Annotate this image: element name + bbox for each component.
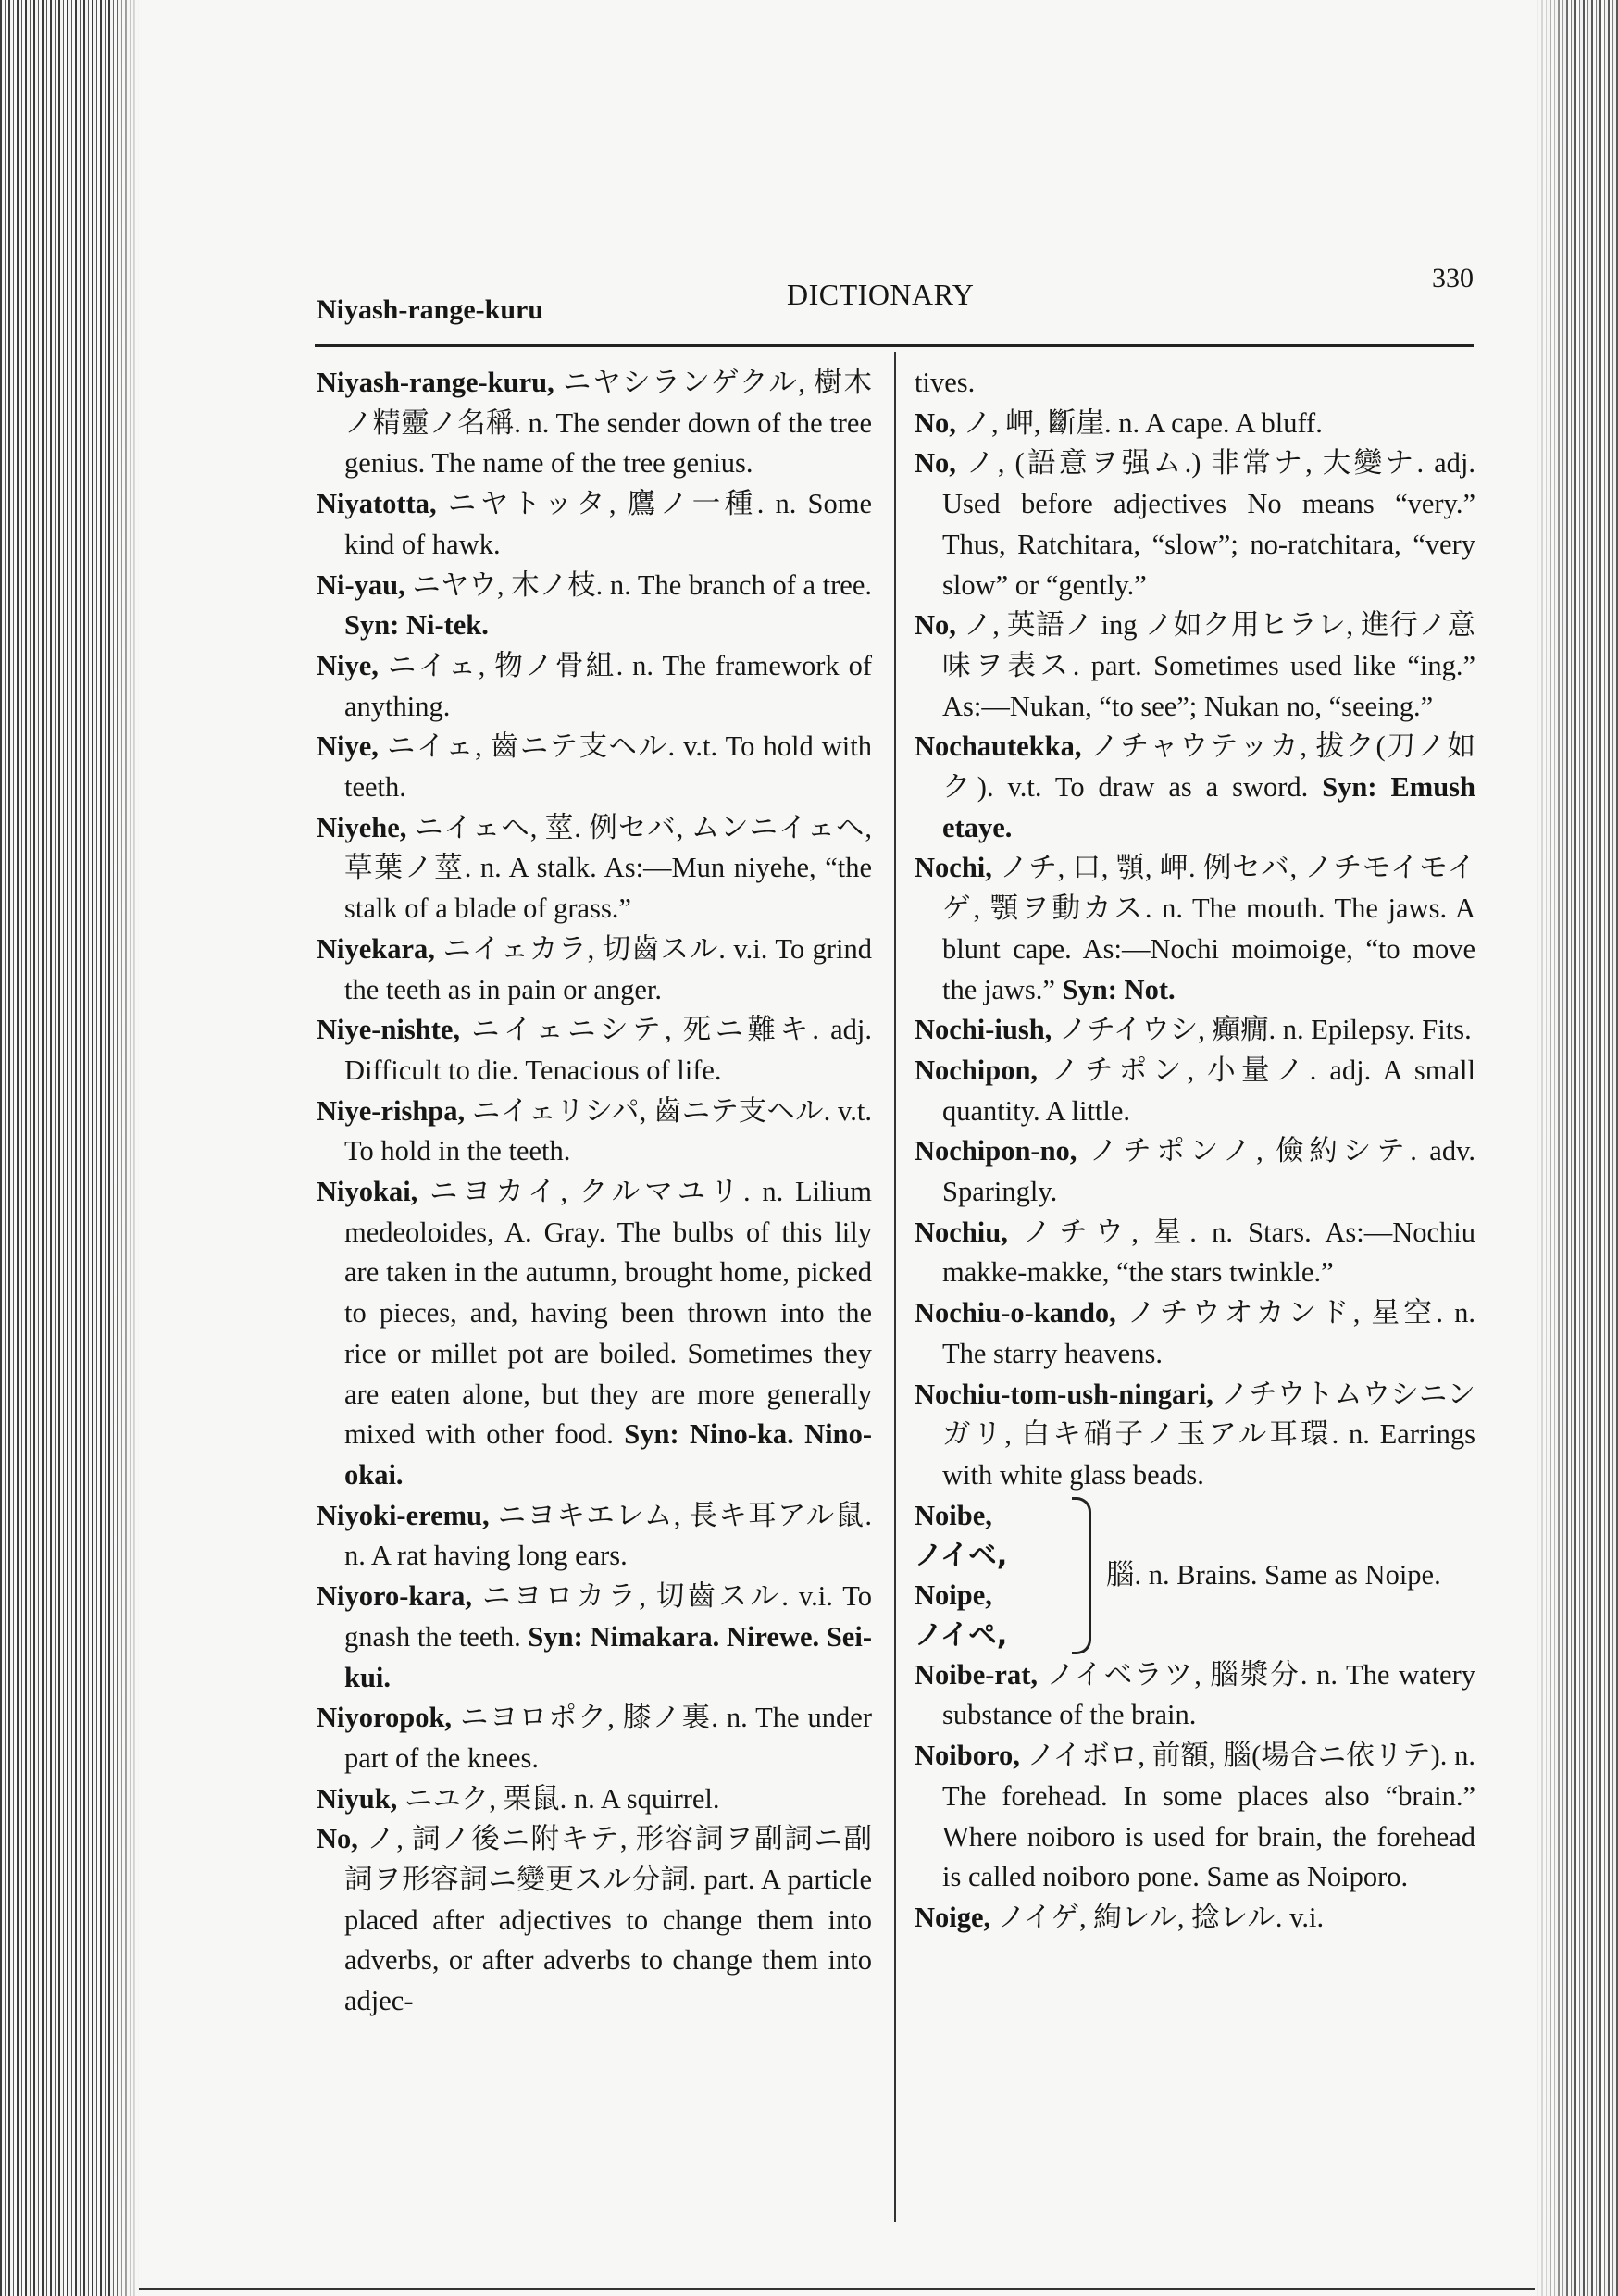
page-header bbox=[305, 259, 1474, 325]
dictionary-entry bbox=[915, 727, 1475, 848]
entry-headword: Niye, bbox=[317, 730, 379, 763]
entry-synonyms: Syn: Not. bbox=[1054, 973, 1176, 1005]
brace-headword-kana: ノイベ, bbox=[915, 1539, 1008, 1572]
entry-definition: ニイェニシテ, 死ニ難キ. adj. Difficult to die. Tenacious of life. bbox=[344, 1014, 872, 1086]
dictionary-entry bbox=[915, 363, 1475, 404]
entry-headword: Niyatotta, bbox=[317, 488, 437, 520]
entry-definition: ノイボロ, 前額, 腦(場合ニ依リテ). n. The forehead. In some places also “brain.” Where noiboro is used for brain, the forehead is called noiboro pone. Same as Noiporo. bbox=[942, 1740, 1475, 1893]
brace-headword: Noibe, bbox=[915, 1499, 992, 1531]
dictionary-entry bbox=[915, 1736, 1475, 1898]
left-column bbox=[317, 363, 872, 2022]
entry-headword: No, bbox=[915, 406, 956, 439]
page-title: DICTIONARY bbox=[787, 278, 975, 311]
entry-headword: Niyuk, bbox=[317, 1782, 398, 1815]
entry-definition: ノチイウシ, 癲癇. n. Epilepsy. Fits. bbox=[1052, 1014, 1472, 1046]
entry-synonyms: Syn: Emush etaye. bbox=[942, 771, 1475, 843]
entry-synonyms: Syn: Nino-ka. Nino-okai. bbox=[344, 1418, 872, 1491]
dictionary-entry bbox=[317, 646, 872, 727]
entry-definition: ノチウトムウシニンガリ, 白キ硝子ノ玉アル耳環. n. Earrings with white glass beads. bbox=[942, 1378, 1475, 1491]
entry-definition: ノ, 岬, 斷崖. n. A cape. A bluff. bbox=[955, 406, 1323, 439]
entry-definition: ノチ, 口, 顎, 岬. 例セバ, ノチモイモイゲ, 顎ヲ動カス. n. The mouth. The jaws. A blunt cape. As:—Nochi moimoige, “to move the jaws.” bbox=[942, 852, 1475, 1005]
entry-definition: ノ, 詞ノ後ニ附キテ, 形容詞ヲ副詞ニ副詞ヲ形容詞ニ變更スル分詞. part. A particle placed after adjectives to change them into adverbs, or after adverbs to change them into adjec- bbox=[344, 1823, 872, 2017]
entry-definition: ノチウオカンド, 星空. n. The starry heavens. bbox=[942, 1297, 1475, 1369]
entry-headword: Niye, bbox=[317, 649, 379, 681]
entry-headword: Noiboro, bbox=[915, 1740, 1020, 1772]
entry-headword: Noibe-rat, bbox=[915, 1658, 1038, 1691]
entry-headword: Niyekara, bbox=[317, 932, 435, 965]
entry-headword: Nochipon-no, bbox=[915, 1135, 1077, 1167]
dictionary-entry bbox=[317, 1010, 872, 1091]
dictionary-entry bbox=[317, 484, 872, 565]
dictionary-entry bbox=[915, 1213, 1475, 1293]
dictionary-entry bbox=[915, 848, 1475, 1010]
entry-headword: Nochi, bbox=[915, 852, 992, 884]
left-binding-edge bbox=[0, 0, 139, 2296]
dictionary-entry bbox=[317, 808, 872, 930]
dictionary-entry bbox=[317, 930, 872, 1010]
entry-definition: ニヤウ, 木ノ枝. n. The branch of a tree. bbox=[404, 568, 872, 601]
dictionary-entry bbox=[317, 363, 872, 484]
right-column-entries-continued bbox=[915, 1655, 1475, 1939]
dictionary-entry bbox=[915, 443, 1475, 605]
entry-definition: ニヨロポク, 膝ノ裏. n. The under part of the knees. bbox=[344, 1702, 872, 1774]
entry-definition: ニヤシランゲクル, 樹木ノ精靈ノ名稱. n. The sender down of the tree genius. The name of the tree genius. bbox=[344, 367, 872, 480]
brace-entry bbox=[915, 1496, 1475, 1655]
right-column-entries bbox=[915, 363, 1475, 1496]
entry-definition: ニユク, 栗鼠. n. A squirrel. bbox=[397, 1782, 720, 1815]
right-column bbox=[915, 363, 1475, 1939]
bottom-edge-line bbox=[139, 2288, 1535, 2290]
right-binding-edge bbox=[1535, 0, 1618, 2296]
entry-definition: ノイベラツ, 腦漿分. n. The watery substance of the brain. bbox=[942, 1658, 1475, 1731]
entry-definition: ノチポン, 小量ノ. adj. A small quantity. A little. bbox=[942, 1054, 1475, 1127]
entry-definition: ニイェ, 齒ニテ支ヘル. v.t. To hold with teeth. bbox=[344, 730, 872, 804]
page-number: 330 bbox=[1432, 263, 1474, 293]
entry-definition: ノイゲ, 絢レル, 捻レル. v.i. bbox=[990, 1901, 1325, 1933]
entry-headword: Nochiu-tom-ush-ningari, bbox=[915, 1378, 1214, 1410]
entry-definition: ノ, 英語ノ ing ノ如ク用ヒラレ, 進行ノ意味ヲ表ス. part. Sometimes used like “ing.” As:—Nukan, “to see”; Nukan no, “seeing.” bbox=[942, 609, 1475, 722]
brace-headword-kana: ノイペ, bbox=[915, 1618, 1008, 1652]
entry-headword: Ni-yau, bbox=[317, 568, 405, 601]
entry-definition: ニイェ, 物ノ骨組. n. The framework of anything. bbox=[344, 649, 872, 722]
dictionary-entry bbox=[317, 727, 872, 807]
entry-headword: Nochautekka, bbox=[915, 730, 1082, 763]
entry-definition: ニイェリシパ, 齒ニテ支ヘル. v.t. To hold in the teeth. bbox=[344, 1094, 872, 1167]
entry-definition: ニヨキエレム, 長キ耳アル鼠. n. A rat having long ears. bbox=[344, 1499, 872, 1572]
dictionary-entry bbox=[915, 404, 1475, 444]
entry-headword: Niye-nishte, bbox=[317, 1014, 461, 1046]
entry-definition: ノチウ, 星. n. Stars. As:—Nochiu makke-makke, “the stars twinkle.” bbox=[942, 1216, 1475, 1289]
header-rule bbox=[315, 344, 1474, 347]
entry-definition: ノチポンノ, 儉約シテ. adv. Sparingly. bbox=[942, 1135, 1475, 1208]
entry-definition: ニイェヘ, 莖. 例セバ, ムンニイェヘ, 草葉ノ莖. n. A stalk. As:—Mun niyehe, “the stalk of a blade of grass.” bbox=[344, 811, 872, 925]
dictionary-entry bbox=[317, 1819, 872, 2022]
brace-headwords bbox=[915, 1496, 1072, 1655]
dictionary-entry bbox=[915, 1131, 1475, 1212]
dictionary-entry bbox=[915, 1655, 1475, 1736]
entry-definition: ニヨロカラ, 切齒スル. v.i. To gnash the teeth. bbox=[344, 1580, 872, 1653]
entry-headword: Niyokai, bbox=[317, 1176, 418, 1208]
dictionary-entry bbox=[317, 566, 872, 646]
entry-headword: Noige, bbox=[915, 1901, 991, 1933]
dictionary-entry bbox=[915, 1898, 1475, 1939]
entry-headword: Nochiu, bbox=[915, 1216, 1008, 1248]
entry-headword: Nochiu-o-kando, bbox=[915, 1297, 1116, 1329]
column-divider bbox=[894, 352, 896, 2222]
entry-headword: Nochipon, bbox=[915, 1054, 1039, 1086]
entry-headword: Niyoro-kara, bbox=[317, 1580, 473, 1613]
brace-definition: 腦. n. Brains. Same as Noipe. bbox=[1106, 1559, 1441, 1591]
entry-headword: Niyehe, bbox=[317, 811, 407, 843]
entry-headword: No, bbox=[915, 609, 956, 642]
entry-headword: Niye-rishpa, bbox=[317, 1094, 466, 1127]
dictionary-entry bbox=[317, 1577, 872, 1698]
dictionary-entry bbox=[915, 1293, 1475, 1374]
dictionary-entry bbox=[317, 1172, 872, 1496]
running-headword: Niyash-range-kuru bbox=[317, 294, 544, 325]
entry-definition: ニヤトッタ, 鷹ノ一種. n. Some kind of hawk. bbox=[344, 488, 872, 560]
dictionary-page bbox=[305, 259, 1500, 2231]
entry-definition: ノチャウテッカ, 拔ク(刀ノ如ク). v.t. To draw as a sword. bbox=[942, 730, 1475, 804]
curly-brace bbox=[1072, 1497, 1091, 1654]
entry-definition: ニイェカラ, 切齒スル. v.i. To grind the teeth as in pain or anger. bbox=[344, 932, 872, 1005]
entry-headword: Niyoki-eremu, bbox=[317, 1499, 490, 1531]
entry-definition: ニヨカイ, クルマユリ. n. Lilium medeoloides, A. Gray. The bulbs of this lily are taken in the autumn, brought home, picked to pieces, and, having been thrown into the rice or millet pot are boiled. Sometimes they are eaten alone, but they are more generally mixed with other food. bbox=[344, 1176, 872, 1451]
entry-definition: tives. bbox=[915, 367, 976, 398]
dictionary-entry bbox=[317, 1496, 872, 1577]
entry-definition: ノ, (語意ヲ强ム.) 非常ナ, 大變ナ. adj. Used before adjectives No means “very.” Thus, Ratchitara, “slow”; no-ratchitara, “very slow” or “gently.” bbox=[942, 447, 1475, 601]
entry-headword: Niyash-range-kuru, bbox=[317, 367, 554, 398]
entry-synonyms: Syn: Nimakara. Nirewe. Sei-kui. bbox=[344, 1620, 872, 1693]
dictionary-entry bbox=[317, 1698, 872, 1778]
dictionary-entry bbox=[317, 1092, 872, 1172]
brace-headword: Noipe, bbox=[915, 1578, 992, 1611]
dictionary-entry bbox=[915, 1010, 1475, 1051]
dictionary-entry bbox=[915, 1375, 1475, 1496]
dictionary-entry bbox=[317, 1779, 872, 1820]
dictionary-entry bbox=[915, 605, 1475, 727]
entry-headword: No, bbox=[317, 1823, 358, 1855]
dictionary-entry bbox=[915, 1051, 1475, 1131]
entry-headword: No, bbox=[915, 447, 956, 480]
entry-headword: Nochi-iush, bbox=[915, 1014, 1052, 1046]
entry-synonyms: Syn: Ni-tek. bbox=[344, 609, 489, 642]
entry-headword: Niyoropok, bbox=[317, 1702, 453, 1734]
